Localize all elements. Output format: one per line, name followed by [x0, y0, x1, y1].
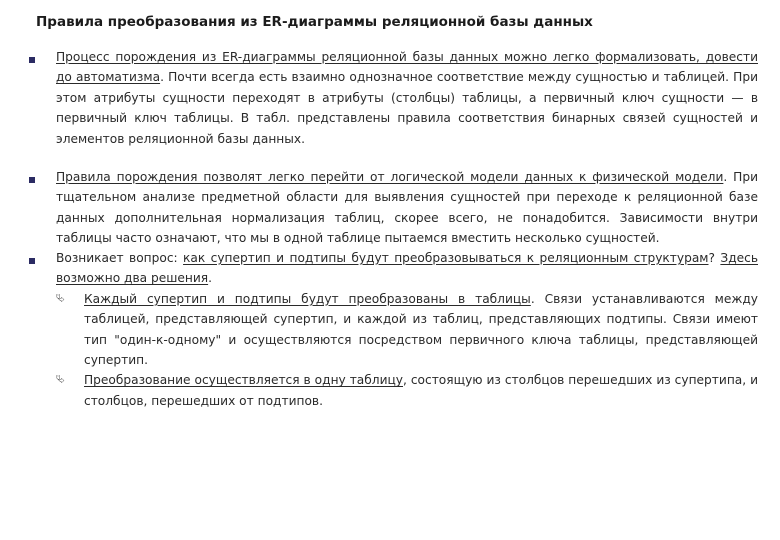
sub-item-2	[56, 370, 758, 411]
paragraph-3	[56, 248, 758, 411]
arrow-bullet-icon: ⮱	[56, 373, 65, 387]
square-bullet-icon	[29, 57, 35, 63]
paragraph-1-link[interactable]: Процесс порождения из ER-диаграммы реляционной базы данных можно легко формализовать, довести до автоматизма	[56, 50, 758, 85]
square-bullet-icon	[29, 177, 35, 183]
paragraph-1	[56, 47, 758, 149]
paragraph-1-text: . Почти всегда есть взаимно однозначное соответствие между сущностью и таблицей. При этом атрибуты сущности переходят в атрибуты (столбцы) таблицы, а первичный ключ сущности — в первичный ключ таблицы. В табл. представлены правила соответствия бинарных связей сущностей и элементов реляционной базы данных.	[56, 70, 759, 146]
paragraph-3-period: .	[208, 271, 212, 286]
arrow-bullet-icon: ⮱	[56, 291, 65, 305]
sub-item-1-link[interactable]: Каждый супертип и подтипы будут преобразованы в таблицы	[84, 291, 531, 306]
paragraph-3-question[interactable]: как супертип и подтипы будут преобразовываться к реляционным структурам	[183, 251, 709, 265]
sub-item-2-text: , состоящую из столбцов перешедших из супертипа, и столбцов, перешедших от подтипов.	[84, 373, 759, 408]
paragraph-3-question-mark: ?	[708, 251, 721, 265]
square-bullet-icon	[29, 258, 35, 264]
paragraph-2-text: . При тщательном анализе предметной области для выявления сущностей при переходе к реляционной базе данных дополнительная нормализация таблиц, скорее всего, не понадобится. Зависимости внутри таблицы часто означают, что мы в одной таблице пытаемся вместить несколько сущностей.	[56, 170, 759, 246]
paragraph-2-link[interactable]: Правила порождения позволят легко перейти от логической модели данных к физической модели	[56, 170, 724, 184]
paragraph-3-lead: Возникает вопрос:	[56, 251, 184, 265]
sub-item-1-text: . Связи устанавливаются между таблицей, представляющей супертип, и каждой из таблиц, представляющих подтипы. Связи имеют тип "один-к-одному" и осуществляются посредством первичного ключа таблицы, представляющей супертип.	[84, 291, 758, 368]
sub-item-2-link[interactable]: Преобразование осуществляется в одну таблицу	[84, 373, 404, 388]
page-title: Правила преобразования из ER-диаграммы реляционной базы данных	[36, 14, 593, 30]
paragraph-2	[56, 167, 758, 249]
paragraph-3-answer[interactable]: Здесь возможно два решения	[56, 251, 758, 286]
sub-item-1	[56, 289, 758, 371]
